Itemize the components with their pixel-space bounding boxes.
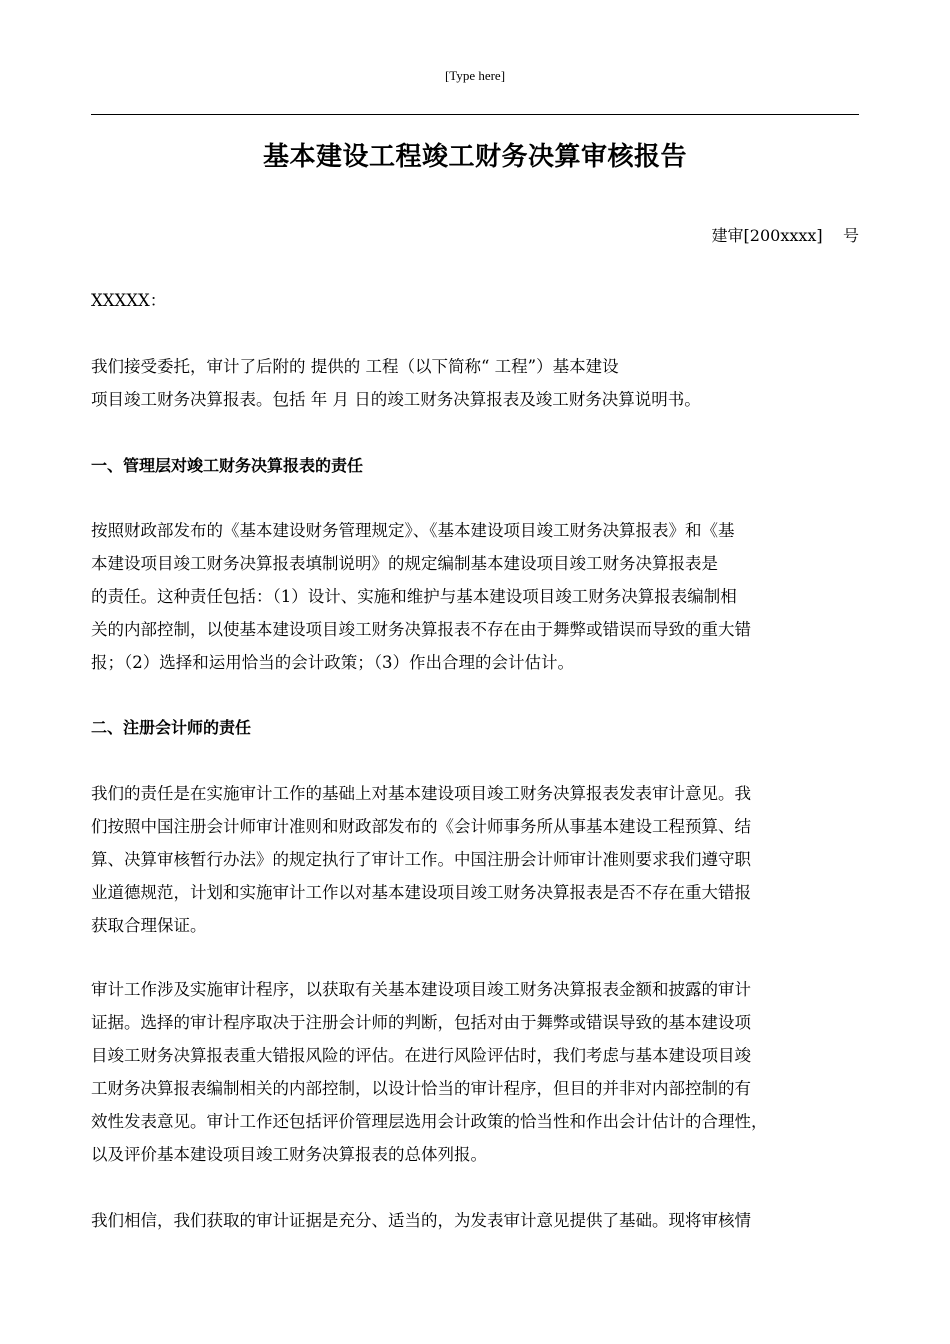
paragraph-line: 的责任。这种责任包括：（1）设计、实施和维护与基本建设项目竣工财务决算报表编制相 — [91, 587, 737, 606]
cpa-responsibility-paragraph-2 — [91, 973, 859, 1171]
paragraph-line: 审计工作涉及实施审计程序，以获取有关基本建设项目竣工财务决算报表金额和披露的审计 — [91, 980, 751, 999]
addressee — [91, 284, 859, 317]
paragraph-line: 报；（2）选择和运用恰当的会计政策；（3）作出合理的会计估计。 — [91, 653, 574, 672]
paragraph-line: 证据。选择的审计程序取决于注册会计师的判断，包括对由于舞弊或错误导致的基本建设项 — [91, 1013, 751, 1032]
paragraph-line: 本建设项目竣工财务决算报表填制说明》的规定编制基本建设项目竣工财务决算报表是 — [91, 554, 718, 573]
header-divider — [91, 114, 859, 115]
document-title: 基本建设工程竣工财务决算审核报告 — [262, 142, 687, 172]
paragraph-line: 算、决算审核暂行办法》的规定执行了审计工作。中国注册会计师审计准则要求我们遵守职 — [91, 850, 751, 869]
document-number: 建审[200xxxx] 号 — [711, 226, 859, 245]
paragraph-line: 效性发表意见。审计工作还包括评价管理层选用会计政策的恰当性和作出会计估计的合理性， — [91, 1112, 768, 1131]
page-header: [Type here] — [444, 68, 506, 83]
intro-paragraph — [91, 350, 859, 416]
addressee-text: XXXXX： — [91, 291, 167, 310]
cpa-responsibility-paragraph-1 — [91, 777, 859, 942]
paragraph-line: 关的内部控制，以使基本建设项目竣工财务决算报表不存在由于舞弊或错误而导致的重大错 — [91, 620, 751, 639]
section-heading-cpa: 二、注册会计师的责任 — [91, 718, 252, 737]
cpa-responsibility-paragraph-3 — [91, 1204, 859, 1237]
paragraph-line: 业道德规范，计划和实施审计工作以对基本建设项目竣工财务决算报表是否不存在重大错报 — [91, 883, 751, 902]
section-heading-management: 一、管理层对竣工财务决算报表的责任 — [91, 456, 364, 475]
paragraph-line: 我们的责任是在实施审计工作的基础上对基本建设项目竣工财务决算报表发表审计意见。我 — [91, 784, 751, 803]
paragraph-line: 们按照中国注册会计师审计准则和财政部发布的《会计师事务所从事基本建设工程预算、结 — [91, 817, 751, 836]
paragraph-line: 项目竣工财务决算报表。包括 年 月 日的竣工财务决算报表及竣工财务决算说明书。 — [91, 390, 701, 409]
paragraph-line: 我们相信，我们获取的审计证据是充分、适当的，为发表审计意见提供了基础。现将审核情 — [91, 1211, 751, 1230]
paragraph-line: 我们接受委托，审计了后附的 提供的 工程（以下简称“ 工程”）基本建设 — [91, 357, 619, 376]
paragraph-line: 获取合理保证。 — [91, 916, 207, 935]
paragraph-line: 工财务决算报表编制相关的内部控制，以设计恰当的审计程序，但目的并非对内部控制的有 — [91, 1079, 751, 1098]
paragraph-line: 按照财政部发布的《基本建设财务管理规定》、《基本建设项目竣工财务决算报表》和《基 — [91, 521, 735, 540]
management-responsibility-paragraph — [91, 514, 859, 679]
paragraph-line: 目竣工财务决算报表重大错报风险的评估。在进行风险评估时，我们考虑与基本建设项目竣 — [91, 1046, 751, 1065]
paragraph-line: 以及评价基本建设项目竣工财务决算报表的总体列报。 — [91, 1145, 487, 1164]
